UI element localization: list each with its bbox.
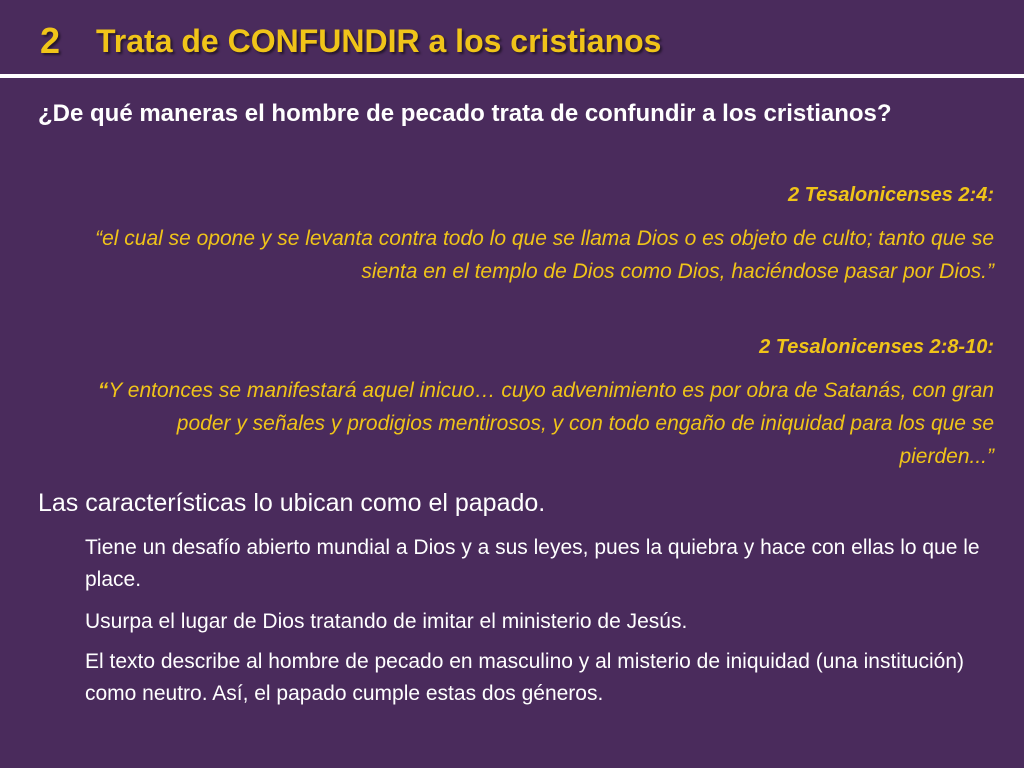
quote-text: Y entonces se manifestará aquel inicuo… cuyo advenimiento es por obra de Satanás, con gran poder y señales y prodigios mentirosos, y con todo engaño de iniquidad para los que se pierden...”: [108, 379, 994, 468]
scripture-reference-2: 2 Tesalonicenses 2:8-10:: [759, 336, 994, 358]
scripture-quote-1: [94, 222, 994, 288]
quote-open-mark: “: [95, 227, 103, 250]
list-item: El texto describe al hombre de pecado en masculino y al misterio de iniquidad (una institución) como neutro. Así, el papado cumple estas dos géneros.: [85, 650, 964, 705]
scripture-quote-2: [94, 374, 994, 473]
list-item: Tiene un desafío abierto mundial a Dios y a sus leyes, pues la quiebra y hace con ellas lo que le place.: [85, 536, 980, 591]
slide-header: [0, 0, 1024, 76]
quote-text: el cual se opone y se levanta contra todo lo que se llama Dios o es objeto de culto; tanto que se sienta en el templo de Dios como Dios, haciéndose pasar por Dios.”: [102, 227, 994, 283]
main-question: ¿De qué maneras el hombre de pecado trata de confundir a los cristianos?: [38, 100, 892, 127]
quote-open-mark: “: [97, 379, 109, 402]
header-divider: [0, 74, 1024, 78]
slide-number: 2: [40, 20, 61, 61]
slide-title: Trata de CONFUNDIR a los cristianos: [96, 23, 662, 59]
characteristics-heading: Las características lo ubican como el papado.: [38, 489, 546, 517]
scripture-reference-1: 2 Tesalonicenses 2:4:: [787, 184, 994, 206]
list-item: Usurpa el lugar de Dios tratando de imitar el ministerio de Jesús.: [85, 610, 688, 633]
